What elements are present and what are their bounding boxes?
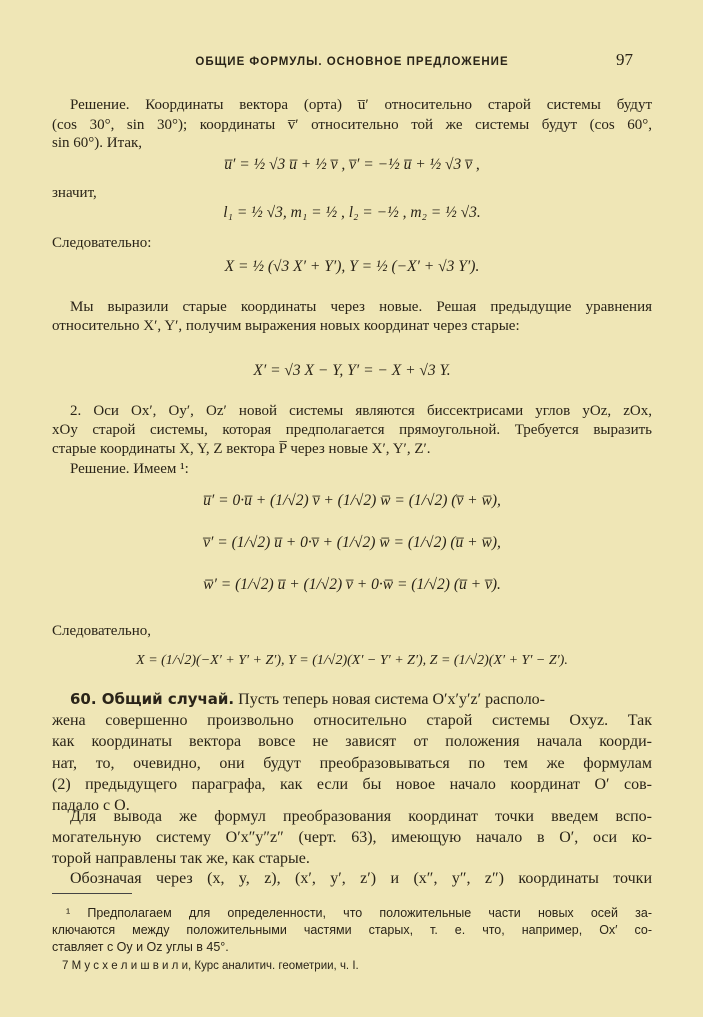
text-line: Решение. Координаты вектора (орта) u̅′ относительно старой системы будут	[70, 97, 652, 113]
text-line: (2) предыдущего параграфа, как если бы новое начало координат O′ сов-	[52, 776, 652, 793]
equation: u̅′ = 0·u̅ + (1/√2) v̅ + (1/√2) w̅ = (1/√2) (v̅ + w̅),	[203, 492, 501, 509]
text-line: нат, то, очевидно, они будут преобразовываться по тем же формулам	[52, 755, 652, 772]
text-line: жена совершенно произвольно относительно старой системы Oxyz. Так	[52, 712, 652, 729]
text-line: могательную систему O′x″y″z″ (черт. 63), имеющую начало в O′, оси ко-	[52, 829, 652, 846]
footnote-line: ключаются между положительными частями старых, т. е. что, например, Ox′ со-	[52, 923, 652, 937]
text-line: как координаты вектора вовсе не зависят от положения начала коорди-	[52, 733, 652, 750]
signature-line: 7 М у с х е л и ш в и л и, Курс аналитич. геометрии, ч. I.	[62, 960, 359, 972]
text-line: Мы выразили старые координаты через новые. Решая предыдущие уравнения	[70, 299, 652, 315]
text-line: падало с O.	[52, 797, 130, 814]
text-line: Решение. Имеем ¹:	[70, 461, 189, 477]
text-line: старые координаты X, Y, Z вектора P̅ через новые X′, Y′, Z′.	[52, 441, 431, 457]
running-header: ОБЩИЕ ФОРМУЛЫ. ОСНОВНОЕ ПРЕДЛОЖЕНИЕ	[195, 56, 509, 68]
text-line: значит,	[52, 185, 97, 201]
text-line: относительно X′, Y′, получим выражения новых координат через старые:	[52, 318, 520, 334]
text-line: Для вывода же формул преобразования координат точки введем вспо-	[70, 808, 652, 825]
equation: w̅′ = (1/√2) u̅ + (1/√2) v̅ + 0·w̅ = (1/√2) (u̅ + v̅).	[203, 576, 501, 593]
text-line: Следовательно,	[52, 623, 152, 639]
text-line: Обозначая через (x, y, z), (x′, y′, z′) и (x″, y″, z″) координаты точки	[70, 870, 652, 887]
text-line: Пусть теперь новая система O′x′y′z′ располо-	[234, 691, 546, 708]
equation: v̅′ = (1/√2) u̅ + 0·v̅ + (1/√2) w̅ = (1/√2) (u̅ + w̅),	[203, 534, 501, 551]
text-line: xOy старой системы, которая предполагается прямоугольной. Требуется выразить	[52, 422, 652, 438]
text-line: 2. Оси Ox′, Oy′, Oz′ новой системы являются биссектрисами углов yOz, zOx,	[70, 403, 652, 419]
text-line: Следовательно:	[52, 235, 152, 251]
page-number: 97	[616, 50, 633, 69]
equation: X = ½ (√3 X′ + Y′), Y = ½ (−X′ + √3 Y′).	[224, 258, 480, 275]
text-line: sin 60°). Итак,	[52, 135, 143, 151]
section-heading: 60. Общий случай.	[70, 690, 235, 708]
footnote-rule	[52, 893, 132, 894]
text-line: (cos 30°, sin 30°); координаты v̅′ относительно той же системы будут (cos 60°,	[52, 117, 652, 133]
equation: X = (1/√2)(−X′ + Y′ + Z′), Y = (1/√2)(X′ − Y′ + Z′), Z = (1/√2)(X′ + Y′ − Z′).	[136, 653, 568, 668]
footnote-line: ставляет с Oy и Oz углы в 45°.	[52, 940, 229, 954]
footnote-line: ¹ Предполагаем для определенности, что положительные части новых осей за-	[66, 906, 652, 920]
equation: u̅′ = ½ √3 u̅ + ½ v̅ , v̅′ = −½ u̅ + ½ √3 v̅ ,	[224, 156, 480, 173]
equation: l₁ = ½ √3, m₁ = ½ , l₂ = −½ , m₂ = ½ √3.	[223, 204, 481, 221]
text-line: торой направлены так же, как старые.	[52, 850, 310, 867]
equation: X′ = √3 X − Y, Y′ = − X + √3 Y.	[253, 362, 451, 379]
